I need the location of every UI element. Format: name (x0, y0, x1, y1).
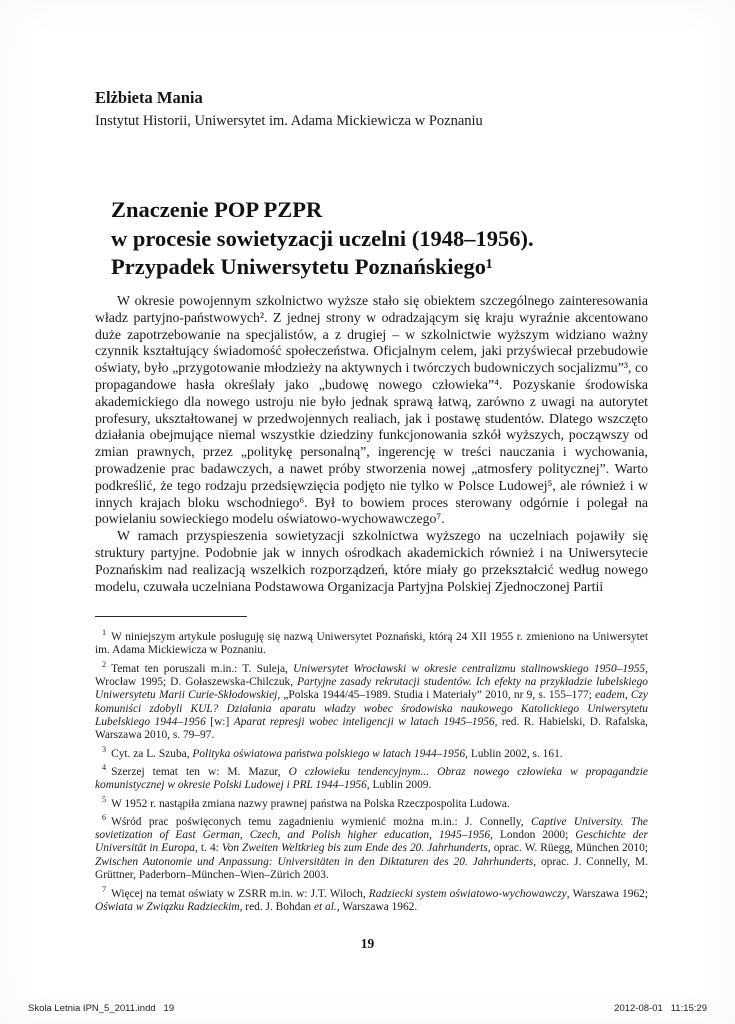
footnote-marker: 1 (102, 628, 107, 637)
footnote-marker: 3 (102, 744, 107, 754)
footnote-text: Temat ten poruszali m.in.: T. Suleja, Uniwersytet Wrocławski w okresie centralizmu stalinowskiego 1950–1955, Wrocław 1995; D. Gołaszewska-Chilczuk, Partyjne zasady rekrutacji studentów. Ich efekty na przykładzie lubelskiego Uniwersytetu Marii Curie-Skłodowskiej, „Polska 1944/45–1989. Studia i Materiały” 2010, nr 9, s. 155–177; eadem, Czy komuniści zdobyli KUL? Działania aparatu władzy wobec środowiska naukowego Katolickiego Uniwersytetu Lubelskiego 1944–1956 [w:] Aparat represji wobec inteligencji w latach 1945–1956, red. R. Habielski, D. Rafalska, Warszawa 2010, s. 79–97. (95, 662, 648, 742)
body-text (95, 293, 648, 595)
author-name: Elżbieta Mania (95, 88, 203, 107)
footnote-separator (95, 616, 247, 617)
footnote-marker: 6 (102, 812, 107, 822)
footnotes-section (95, 616, 648, 914)
author-block (95, 88, 648, 130)
footnote-text: Cyt. za L. Szuba, Polityka oświatowa państwa polskiego w latach 1944–1956, Lublin 2002, s. 161. (111, 747, 563, 760)
author-affiliation: Instytut Historii, Uniwersytet im. Adama Mickiewicza w Poznaniu (95, 113, 483, 129)
footnote-item (95, 883, 648, 915)
footnote-text: Wśród prac poświęconych temu zagadnieniu wymienić można m.in.: J. Connelly, Captive University. The sovietization of East German, Czech, and Polish higher education, 1945–1956, London 2000; Geschichte der Universität in Europa, t. 4: Von Zweiten Weltkrieg bis zum Ende des 20. Jahrhunderts, oprac. W. Rüegg, München 2010; Zwischen Autonomie und Anpassung: Universitäten in den Diktaturen des 20. Jahrhunderts, oprac. J. Connelly, M. Grüttner, Paderborn–München–Wien–Zürich 2003. (95, 815, 648, 882)
footnote-text: W niniejszym artykule posługuję się nazwą Uniwersytet Poznański, którą 24 XII 1955 r. zmieniono na Uniwersytet im. Adama Mickiewicza w Poznaniu. (95, 630, 648, 657)
footnote-marker: 4 (102, 763, 107, 773)
footnote-item (95, 811, 648, 883)
footnote-text: Szerzej temat ten w: M. Mazur, O człowieku tendencyjnym... Obraz nowego człowieka w propagandzie komunistycznej w okresie Polski Ludowej i PRL 1944–1956, Lublin 2009. (95, 765, 648, 792)
footnote-marker: 5 (102, 794, 107, 804)
print-slug-filename: Skola Letnia IPN_5_2011.indd 19 (28, 1003, 175, 1014)
title-line: Przypadek Uniwersytetu Poznańskiego¹ (111, 254, 493, 280)
footnote-list (95, 626, 648, 914)
title-line: w procesie sowietyzacji uczelni (1948–1956). (111, 225, 534, 251)
body-paragraph: W okresie powojennym szkolnictwo wyższe stało się obiektem szczególnego zainteresowania władz partyjno-państwowych². Z jednej strony w odradzającym się kraju wyraźnie akcentowano duże zapotrzebowanie na specjalistów, a z drugiej – w szkolnictwie wyższym widziano ważny czynnik kształtujący świadomość społeczeństwa. Oficjalnym celem, jaki przyświecał przebudowie oświaty, było „przygotowanie młodzieży na aktywnych i twórczych budowniczych socjalizmu”³, co propagandowe hasła określały jako „budowę nowego człowieka”⁴. Pozyskanie środowiska akademickiego dla nowego ustroju nie było jednak sprawą łatwą, zarówno z uwagi na autorytet profesury, ukształtowanej w przedwojennych realiach, jak i postawę studentów. Dlatego wszczęto działania obejmujące niemal wszystkie dziedziny funkcjonowania szkół wyższych, począwszy od zmian prawnych, przez „politykę personalną”, ingerencję w treści nauczania i wychowania, prowadzenie prac badawczych, a nawet próby stworzenia nowej „atmosfery politycznej”. Warto podkreślić, że tego rodzaju przedsięwzięcia podjęto nie tylko w Polsce Ludowej⁵, ale również i w innych krajach bloku wschodniego⁶. Był to bowiem proces sterowany odgórnie i polegał na powielaniu sowieckiego modelu oświatowo-wychowawczego⁷. (95, 293, 648, 527)
body-paragraph: W ramach przyspieszenia sowietyzacji szkolnictwa wyższego na uczelniach pojawiły się struktury partyjne. Podobnie jak w innych ośrodkach akademickich również i na Uniwersytecie Poznańskim nad realizacją wszelkich rozporządzeń, które miały go przekształcić według nowego modelu, czuwała uczelniana Podstawowa Organizacja Partyjna Polskiej Zjednoczonej Partii (95, 528, 648, 594)
article-title (111, 196, 659, 282)
title-line: Znaczenie POP PZPR (111, 197, 323, 223)
footnote-text: Więcej na temat oświaty w ZSRR m.in. w: J.T. Wiloch, Radziecki system oświatowo-wychowawczy, Warszawa 1962; Oświata w Związku Radzieckim, red. J. Bohdan et al., Warszawa 1962. (95, 887, 648, 913)
footnote-item (95, 761, 648, 793)
print-slug-timestamp: 2012-08-01 11:15:29 (614, 1003, 707, 1014)
footnote-item (95, 793, 648, 811)
page-number: 19 (360, 936, 375, 951)
footnote-item (95, 658, 648, 743)
footnote-text: W 1952 r. nastąpiła zmiana nazwy prawnej państwa na Polska Rzeczpospolita Ludowa. (111, 797, 510, 810)
footnote-item (95, 626, 648, 658)
footnote-marker: 2 (102, 659, 107, 669)
footnote-marker: 7 (102, 884, 107, 894)
footnote-item (95, 743, 648, 761)
